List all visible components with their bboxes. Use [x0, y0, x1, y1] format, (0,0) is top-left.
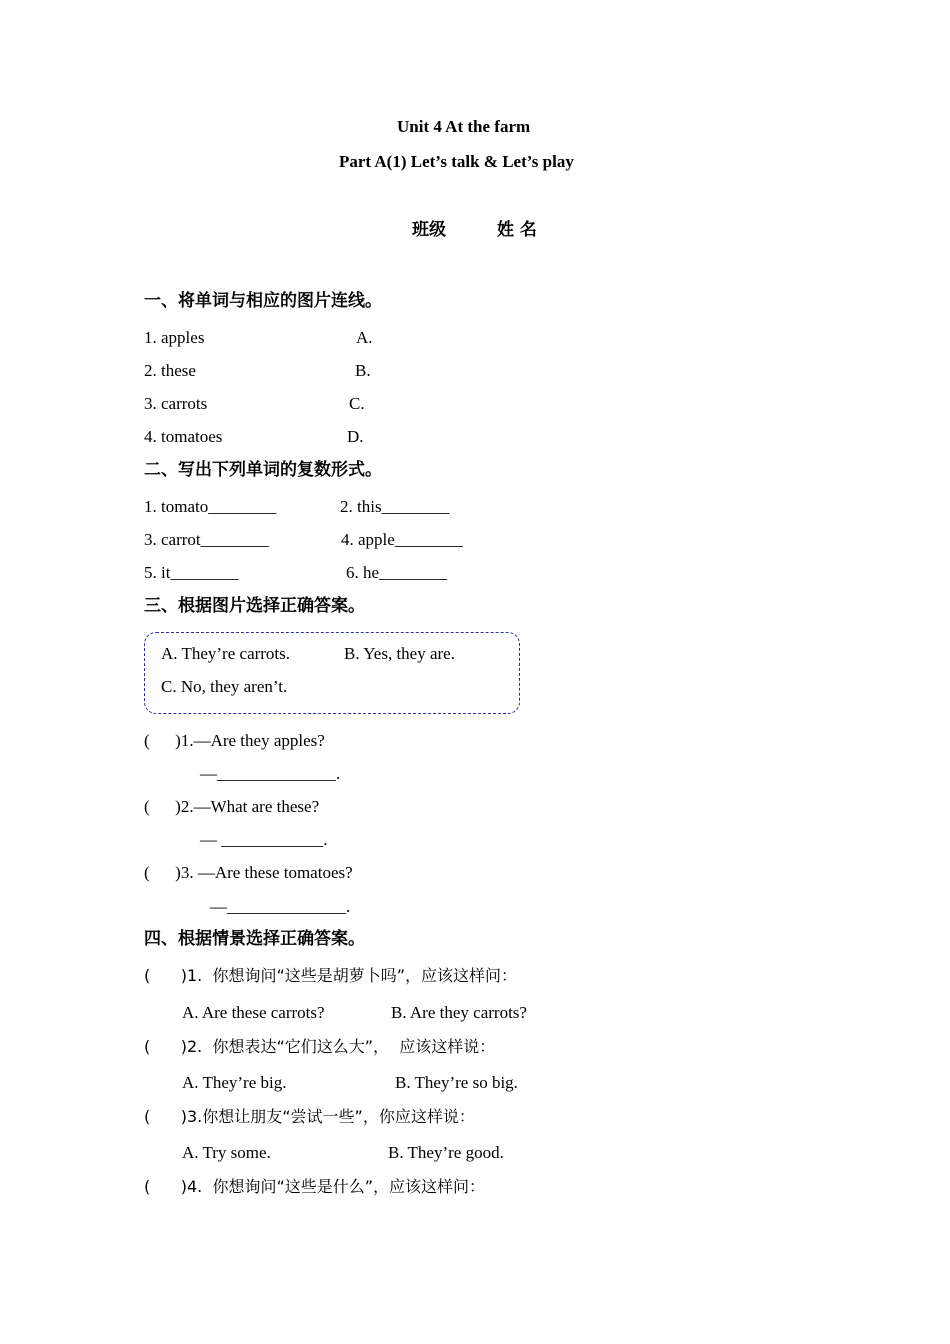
section1-heading: 一、将单词与相应的图片连线。 [144, 291, 382, 311]
section2-heading: 二、写出下列单词的复数形式。 [144, 460, 382, 480]
page-subtitle: Part A(1) Let’s talk & Let’s play [339, 152, 574, 171]
class-label: 班级 [412, 220, 446, 240]
question: ( )2.—What are these? [144, 797, 320, 816]
plural-item: 2. this________ [340, 497, 450, 516]
option-b: B. Yes, they are. [344, 644, 455, 663]
page-title: Unit 4 At the farm [397, 117, 531, 136]
section3-heading: 三、根据图片选择正确答案。 [144, 596, 365, 616]
choice-a: A. Are these carrots? [182, 1003, 325, 1022]
match-word: 3. carrots [144, 394, 208, 413]
scenario-question: ( )4. 你想询问“这些是什么”，应该这样问： [144, 1177, 486, 1196]
section4-heading: 四、根据情景选择正确答案。 [144, 929, 365, 949]
match-word: 4. tomatoes [144, 427, 223, 446]
scenario-question: ( )2. 你想表达“它们这么大”， 应该这样说： [144, 1037, 496, 1056]
answer-line: —______________. [210, 897, 351, 916]
match-option: D. [347, 427, 364, 446]
plural-item: 1. tomato________ [144, 497, 277, 516]
plural-item: 3. carrot________ [144, 530, 269, 549]
match-option: A. [356, 328, 373, 347]
choice-b: B. They’re so big. [395, 1073, 518, 1092]
match-word: 1. apples [144, 328, 205, 347]
choice-a: A. They’re big. [182, 1073, 287, 1092]
question: ( )1.—Are they apples? [144, 731, 325, 750]
choice-b: B. They’re good. [388, 1143, 504, 1162]
answer-line: —______________. [200, 764, 341, 783]
scenario-question: ( )3.你想让朋友“尝试一些”，你应这样说： [144, 1107, 475, 1126]
option-c: C. No, they aren’t. [161, 677, 288, 696]
scenario-question: ( )1. 你想询问“这些是胡萝卜吗”，应该这样问： [144, 966, 518, 985]
match-option: C. [349, 394, 365, 413]
option-a: A. They’re carrots. [161, 644, 291, 663]
match-option: B. [355, 361, 371, 380]
plural-item: 5. it________ [144, 563, 239, 582]
match-word: 2. these [144, 361, 196, 380]
question: ( )3. —Are these tomatoes? [144, 863, 353, 882]
plural-item: 4. apple________ [341, 530, 463, 549]
answer-line: — ____________. [200, 830, 328, 849]
choice-b: B. Are they carrots? [391, 1003, 527, 1022]
plural-item: 6. he________ [346, 563, 448, 582]
name-label: 姓 名 [497, 220, 537, 240]
choice-a: A. Try some. [182, 1143, 271, 1162]
